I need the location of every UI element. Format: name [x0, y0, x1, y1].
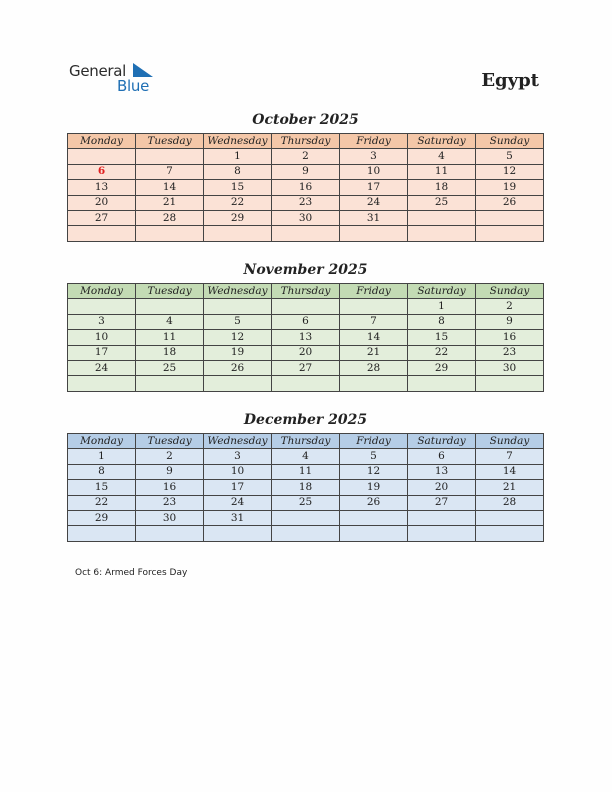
day-cell: 14 — [476, 464, 544, 479]
month-title-november: November 2025 — [243, 262, 368, 278]
day-cell — [272, 226, 340, 241]
day-cell: 16 — [476, 330, 544, 345]
weekday-header-saturday: Saturday — [408, 134, 476, 149]
day-cell: 30 — [476, 360, 544, 375]
day-cell: 28 — [136, 210, 204, 225]
week-row — [68, 330, 544, 345]
day-cell: 23 — [272, 195, 340, 210]
day-cell: 12 — [476, 164, 544, 179]
day-cell: 7 — [340, 314, 408, 329]
weekday-header-row — [68, 134, 544, 149]
day-cell: 29 — [204, 210, 272, 225]
day-cell: 27 — [68, 210, 136, 225]
weekday-header-sunday: Sunday — [476, 434, 544, 449]
day-cell: 7 — [476, 449, 544, 464]
weekday-header-wednesday: Wednesday — [204, 434, 272, 449]
day-cell: 20 — [272, 345, 340, 360]
week-row — [68, 449, 544, 464]
day-cell: 31 — [340, 210, 408, 225]
day-cell: 27 — [272, 360, 340, 375]
week-row — [68, 510, 544, 525]
week-row — [68, 180, 544, 195]
week-row — [68, 195, 544, 210]
week-row — [68, 495, 544, 510]
day-cell: 12 — [204, 330, 272, 345]
day-cell — [476, 510, 544, 525]
calendar-november — [67, 283, 544, 392]
day-cell — [476, 210, 544, 225]
week-row — [68, 464, 544, 479]
weekday-header-row — [68, 284, 544, 299]
day-cell: 5 — [204, 314, 272, 329]
day-cell: 12 — [340, 464, 408, 479]
weekday-header-friday: Friday — [340, 284, 408, 299]
day-cell: 20 — [408, 480, 476, 495]
day-cell — [408, 526, 476, 541]
day-cell: 25 — [272, 495, 340, 510]
logo-triangle-icon — [133, 63, 153, 77]
calendar-october — [67, 133, 544, 242]
day-cell: 27 — [408, 495, 476, 510]
day-cell — [408, 226, 476, 241]
day-cell: 30 — [136, 510, 204, 525]
calendar-body — [68, 449, 544, 541]
holiday-note: Oct 6: Armed Forces Day — [75, 568, 188, 578]
day-cell — [408, 210, 476, 225]
week-row — [68, 480, 544, 495]
week-row — [68, 376, 544, 391]
day-cell — [340, 299, 408, 314]
day-cell: 5 — [340, 449, 408, 464]
day-cell: 24 — [340, 195, 408, 210]
day-cell — [476, 226, 544, 241]
week-row — [68, 226, 544, 241]
weekday-header-monday: Monday — [68, 284, 136, 299]
weekday-header-friday: Friday — [340, 434, 408, 449]
weekday-header-wednesday: Wednesday — [204, 134, 272, 149]
day-cell: 9 — [476, 314, 544, 329]
day-cell: 3 — [68, 314, 136, 329]
day-cell: 19 — [340, 480, 408, 495]
day-cell: 18 — [272, 480, 340, 495]
day-cell: 4 — [136, 314, 204, 329]
day-cell: 1 — [68, 449, 136, 464]
day-cell: 13 — [408, 464, 476, 479]
day-cell: 24 — [68, 360, 136, 375]
day-cell: 23 — [136, 495, 204, 510]
day-cell: 14 — [340, 330, 408, 345]
day-cell: 28 — [476, 495, 544, 510]
weekday-header-wednesday: Wednesday — [204, 284, 272, 299]
calendar-body — [68, 149, 544, 241]
day-cell: 26 — [476, 195, 544, 210]
day-cell — [272, 526, 340, 541]
day-cell — [136, 376, 204, 391]
day-cell — [68, 526, 136, 541]
day-cell: 21 — [136, 195, 204, 210]
day-cell: 23 — [476, 345, 544, 360]
day-cell: 22 — [408, 345, 476, 360]
calendar-body — [68, 299, 544, 391]
weekday-header-monday: Monday — [68, 434, 136, 449]
day-cell — [340, 376, 408, 391]
day-cell: 10 — [340, 164, 408, 179]
logo-text-blue: Blue — [117, 77, 149, 95]
day-cell: 31 — [204, 510, 272, 525]
day-cell — [136, 526, 204, 541]
day-cell: 18 — [136, 345, 204, 360]
day-cell: 9 — [272, 164, 340, 179]
week-row — [68, 526, 544, 541]
day-cell: 8 — [408, 314, 476, 329]
day-cell — [272, 376, 340, 391]
month-title-december: December 2025 — [243, 412, 368, 428]
day-cell: 11 — [272, 464, 340, 479]
day-cell: 19 — [204, 345, 272, 360]
week-row — [68, 360, 544, 375]
day-cell — [204, 299, 272, 314]
weekday-header-sunday: Sunday — [476, 134, 544, 149]
day-cell: 25 — [408, 195, 476, 210]
day-cell: 4 — [272, 449, 340, 464]
day-cell: 21 — [476, 480, 544, 495]
day-cell: 6 — [272, 314, 340, 329]
day-cell — [136, 226, 204, 241]
calendar-december — [67, 433, 544, 542]
day-cell — [136, 149, 204, 164]
day-cell: 30 — [272, 210, 340, 225]
day-cell: 17 — [68, 345, 136, 360]
weekday-header-row — [68, 434, 544, 449]
day-cell: 24 — [204, 495, 272, 510]
week-row — [68, 299, 544, 314]
day-cell — [408, 376, 476, 391]
day-cell: 26 — [340, 495, 408, 510]
day-cell: 29 — [408, 360, 476, 375]
day-cell: 7 — [136, 164, 204, 179]
weekday-header-tuesday: Tuesday — [136, 134, 204, 149]
day-cell — [68, 149, 136, 164]
weekday-header-saturday: Saturday — [408, 284, 476, 299]
weekday-header-tuesday: Tuesday — [136, 434, 204, 449]
week-row — [68, 149, 544, 164]
day-cell: 2 — [476, 299, 544, 314]
day-cell — [272, 510, 340, 525]
day-cell: 25 — [136, 360, 204, 375]
day-cell: 2 — [272, 149, 340, 164]
day-cell: 3 — [204, 449, 272, 464]
day-cell: 6 — [408, 449, 476, 464]
day-cell: 1 — [408, 299, 476, 314]
day-cell: 8 — [68, 464, 136, 479]
day-cell — [408, 510, 476, 525]
week-row — [68, 345, 544, 360]
week-row — [68, 210, 544, 225]
day-cell: 17 — [340, 180, 408, 195]
day-cell: 11 — [408, 164, 476, 179]
day-cell — [204, 226, 272, 241]
day-cell: 18 — [408, 180, 476, 195]
weekday-header-thursday: Thursday — [272, 134, 340, 149]
day-cell — [340, 510, 408, 525]
day-cell: 13 — [272, 330, 340, 345]
day-cell: 16 — [136, 480, 204, 495]
day-cell: 4 — [408, 149, 476, 164]
month-title-october: October 2025 — [252, 112, 359, 128]
day-cell — [476, 376, 544, 391]
day-cell: 9 — [136, 464, 204, 479]
day-cell — [68, 226, 136, 241]
week-row — [68, 164, 544, 179]
day-cell — [340, 526, 408, 541]
weekday-header-friday: Friday — [340, 134, 408, 149]
day-cell: 13 — [68, 180, 136, 195]
day-cell: 2 — [136, 449, 204, 464]
day-cell: 28 — [340, 360, 408, 375]
logo-text-general: General — [69, 62, 127, 80]
country-title: Egypt — [481, 70, 539, 91]
day-cell: 29 — [68, 510, 136, 525]
day-cell — [68, 376, 136, 391]
weekday-header-thursday: Thursday — [272, 434, 340, 449]
day-cell: 8 — [204, 164, 272, 179]
day-cell: 17 — [204, 480, 272, 495]
day-cell — [204, 376, 272, 391]
day-cell — [204, 526, 272, 541]
day-cell: 22 — [68, 495, 136, 510]
day-cell — [476, 526, 544, 541]
day-cell: 1 — [204, 149, 272, 164]
weekday-header-saturday: Saturday — [408, 434, 476, 449]
day-cell: 15 — [204, 180, 272, 195]
day-cell: 21 — [340, 345, 408, 360]
day-cell: 19 — [476, 180, 544, 195]
day-cell: 10 — [68, 330, 136, 345]
day-cell: 3 — [340, 149, 408, 164]
day-cell — [68, 299, 136, 314]
day-cell: 5 — [476, 149, 544, 164]
day-cell — [136, 299, 204, 314]
day-cell: 6 — [68, 164, 136, 179]
week-row — [68, 314, 544, 329]
brand-logo — [69, 62, 169, 96]
day-cell: 20 — [68, 195, 136, 210]
weekday-header-thursday: Thursday — [272, 284, 340, 299]
day-cell: 11 — [136, 330, 204, 345]
day-cell: 26 — [204, 360, 272, 375]
day-cell — [272, 299, 340, 314]
day-cell: 14 — [136, 180, 204, 195]
day-cell: 15 — [408, 330, 476, 345]
day-cell — [340, 226, 408, 241]
day-cell: 16 — [272, 180, 340, 195]
weekday-header-tuesday: Tuesday — [136, 284, 204, 299]
day-cell: 22 — [204, 195, 272, 210]
weekday-header-monday: Monday — [68, 134, 136, 149]
weekday-header-sunday: Sunday — [476, 284, 544, 299]
day-cell: 10 — [204, 464, 272, 479]
day-cell: 15 — [68, 480, 136, 495]
